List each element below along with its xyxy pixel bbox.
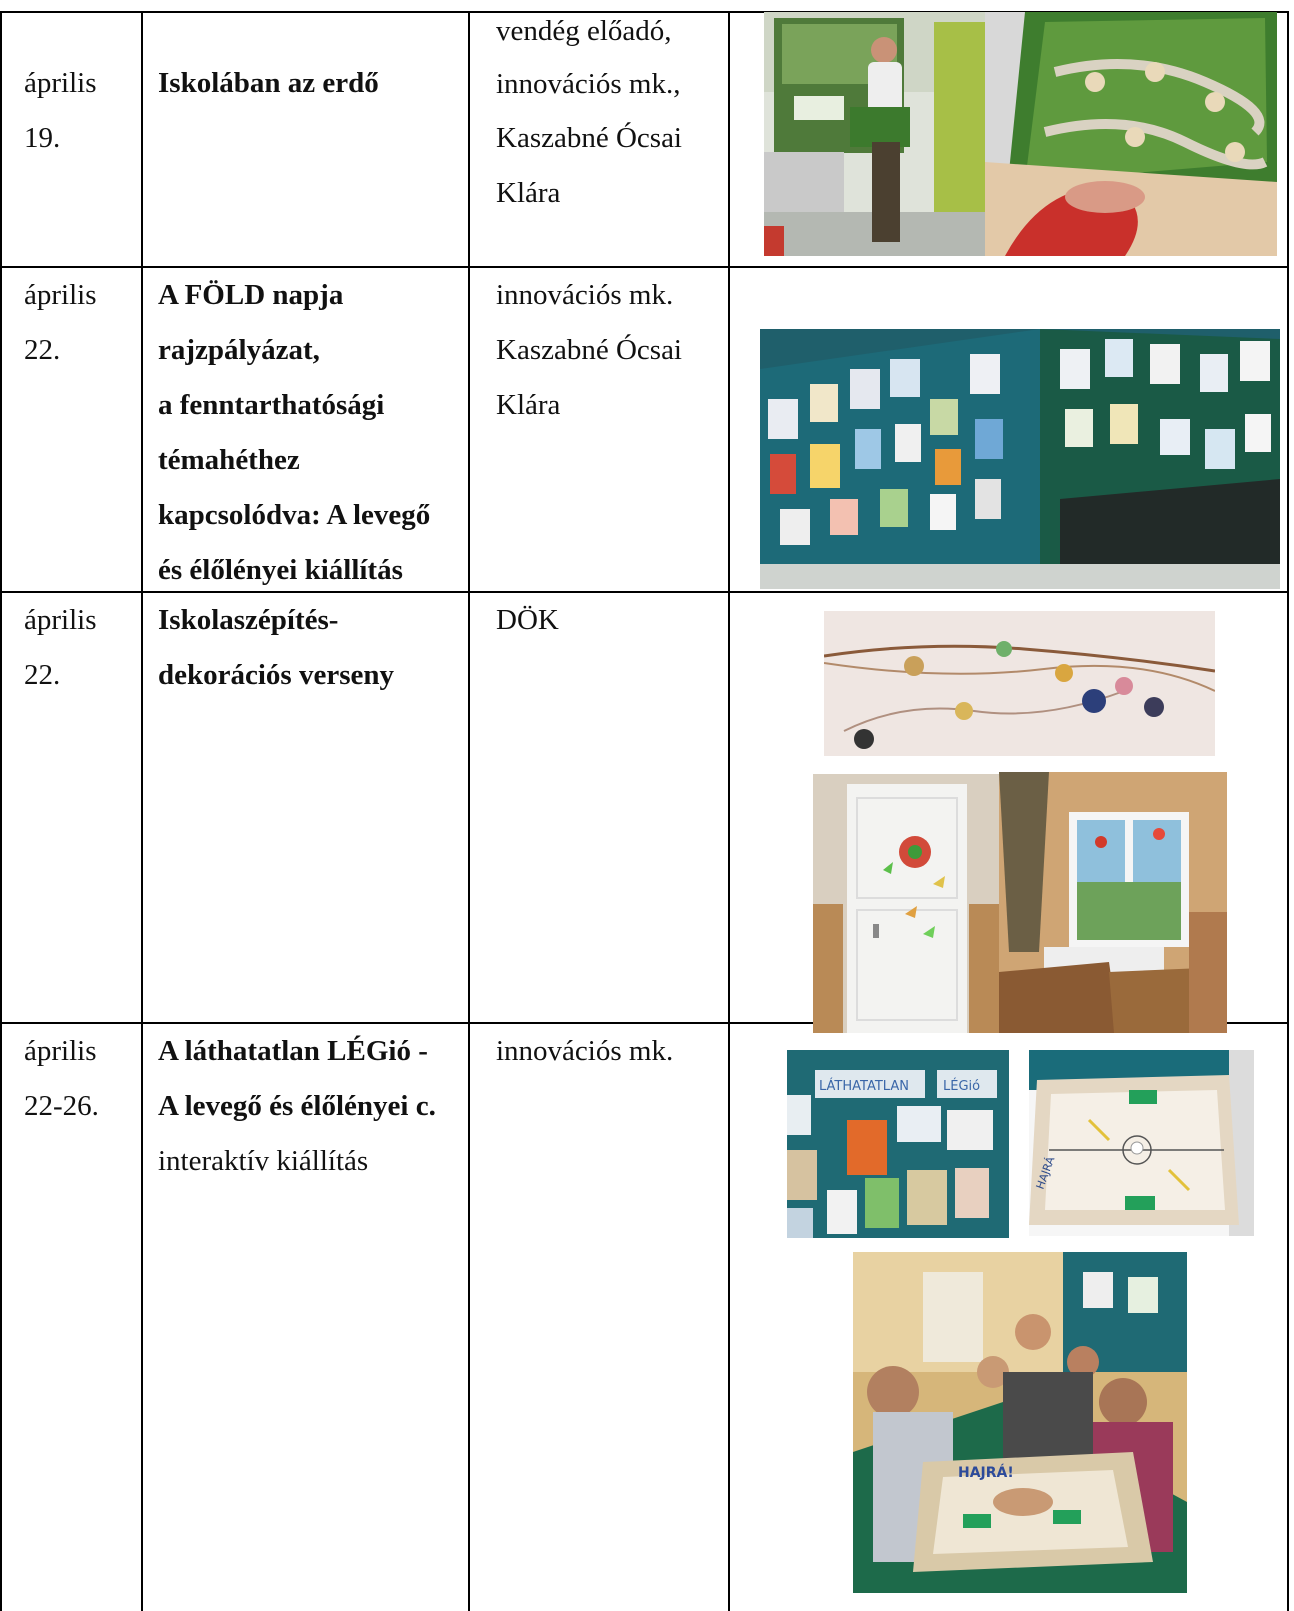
- row2-date-line2: 22.: [24, 334, 61, 366]
- photo-students-playing: [853, 1252, 1187, 1593]
- poster-label-text: LÁTHATATLAN: [819, 1079, 909, 1094]
- row3-date-line2: 22.: [24, 659, 61, 691]
- row4-title-line3: interaktív kiállítás: [158, 1145, 369, 1177]
- row1-resp-line1: vendég előadó,: [496, 15, 672, 47]
- row2-title-line6: és élőlényei kiállítás: [158, 554, 403, 586]
- photo-legio-poster-wall: [787, 1050, 1009, 1238]
- box-label-text: HAJRÁ: [1033, 1154, 1058, 1192]
- row1-resp-line2: innovációs mk.,: [496, 68, 681, 100]
- row2-title-line4: témahéthez: [158, 444, 300, 476]
- row3-resp-line1: DÖK: [496, 604, 559, 636]
- row2-resp-line1: innovációs mk.: [496, 279, 674, 311]
- photo-window-decoration: [999, 772, 1227, 1033]
- table-border-left: [0, 11, 2, 1611]
- row2-title-line5: kapcsolódva: A levegő: [158, 499, 431, 531]
- row4-resp-line1: innovációs mk.: [496, 1035, 674, 1067]
- row1-title: Iskolában az erdő: [158, 67, 379, 99]
- table-divider-col1: [141, 11, 143, 1611]
- row2-resp-line2: Kaszabné Ócsai: [496, 334, 682, 366]
- table-divider-col3: [728, 11, 730, 1611]
- photo-forest-boardgame: [985, 12, 1277, 256]
- photo-hajra-football-box: [1029, 1050, 1254, 1236]
- row1-resp-line3: Kaszabné Ócsai: [496, 122, 682, 154]
- row3-title-line1: Iskolaszépítés-: [158, 604, 339, 636]
- row2-title-line3: a fenntarthatósági: [158, 389, 385, 421]
- table-border-right: [1287, 11, 1289, 1611]
- table-divider-col2: [468, 11, 470, 1611]
- row2-title-line2: rajzpályázat,: [158, 334, 320, 366]
- row3-title-line2: dekorációs verseny: [158, 659, 394, 691]
- photo-forest-presenter: [764, 12, 985, 256]
- row4-date-line2: 22-26.: [24, 1090, 99, 1122]
- photo-earth-day-exhibition: [760, 329, 1280, 589]
- row2-date-line1: április: [24, 279, 97, 311]
- box-label-text-2: HAJRÁ!: [958, 1465, 1014, 1481]
- row1-date-line2: 19.: [24, 122, 61, 154]
- poster-label-text-2: LÉGió: [943, 1079, 981, 1094]
- photo-wall-decoration: [824, 611, 1215, 756]
- photo-door-butterflies: [813, 774, 999, 1033]
- row1-resp-line4: Klára: [496, 177, 561, 209]
- row4-title-line1: A láthatatlan LÉGió -: [158, 1035, 428, 1067]
- row4-title-line2: A levegő és élőlényei c.: [158, 1090, 436, 1122]
- row1-date-line1: április: [24, 67, 97, 99]
- row3-date-line1: április: [24, 604, 97, 636]
- row2-resp-line3: Klára: [496, 389, 561, 421]
- row4-date-line1: április: [24, 1035, 97, 1067]
- row2-title-line1: A FÖLD napja: [158, 279, 344, 311]
